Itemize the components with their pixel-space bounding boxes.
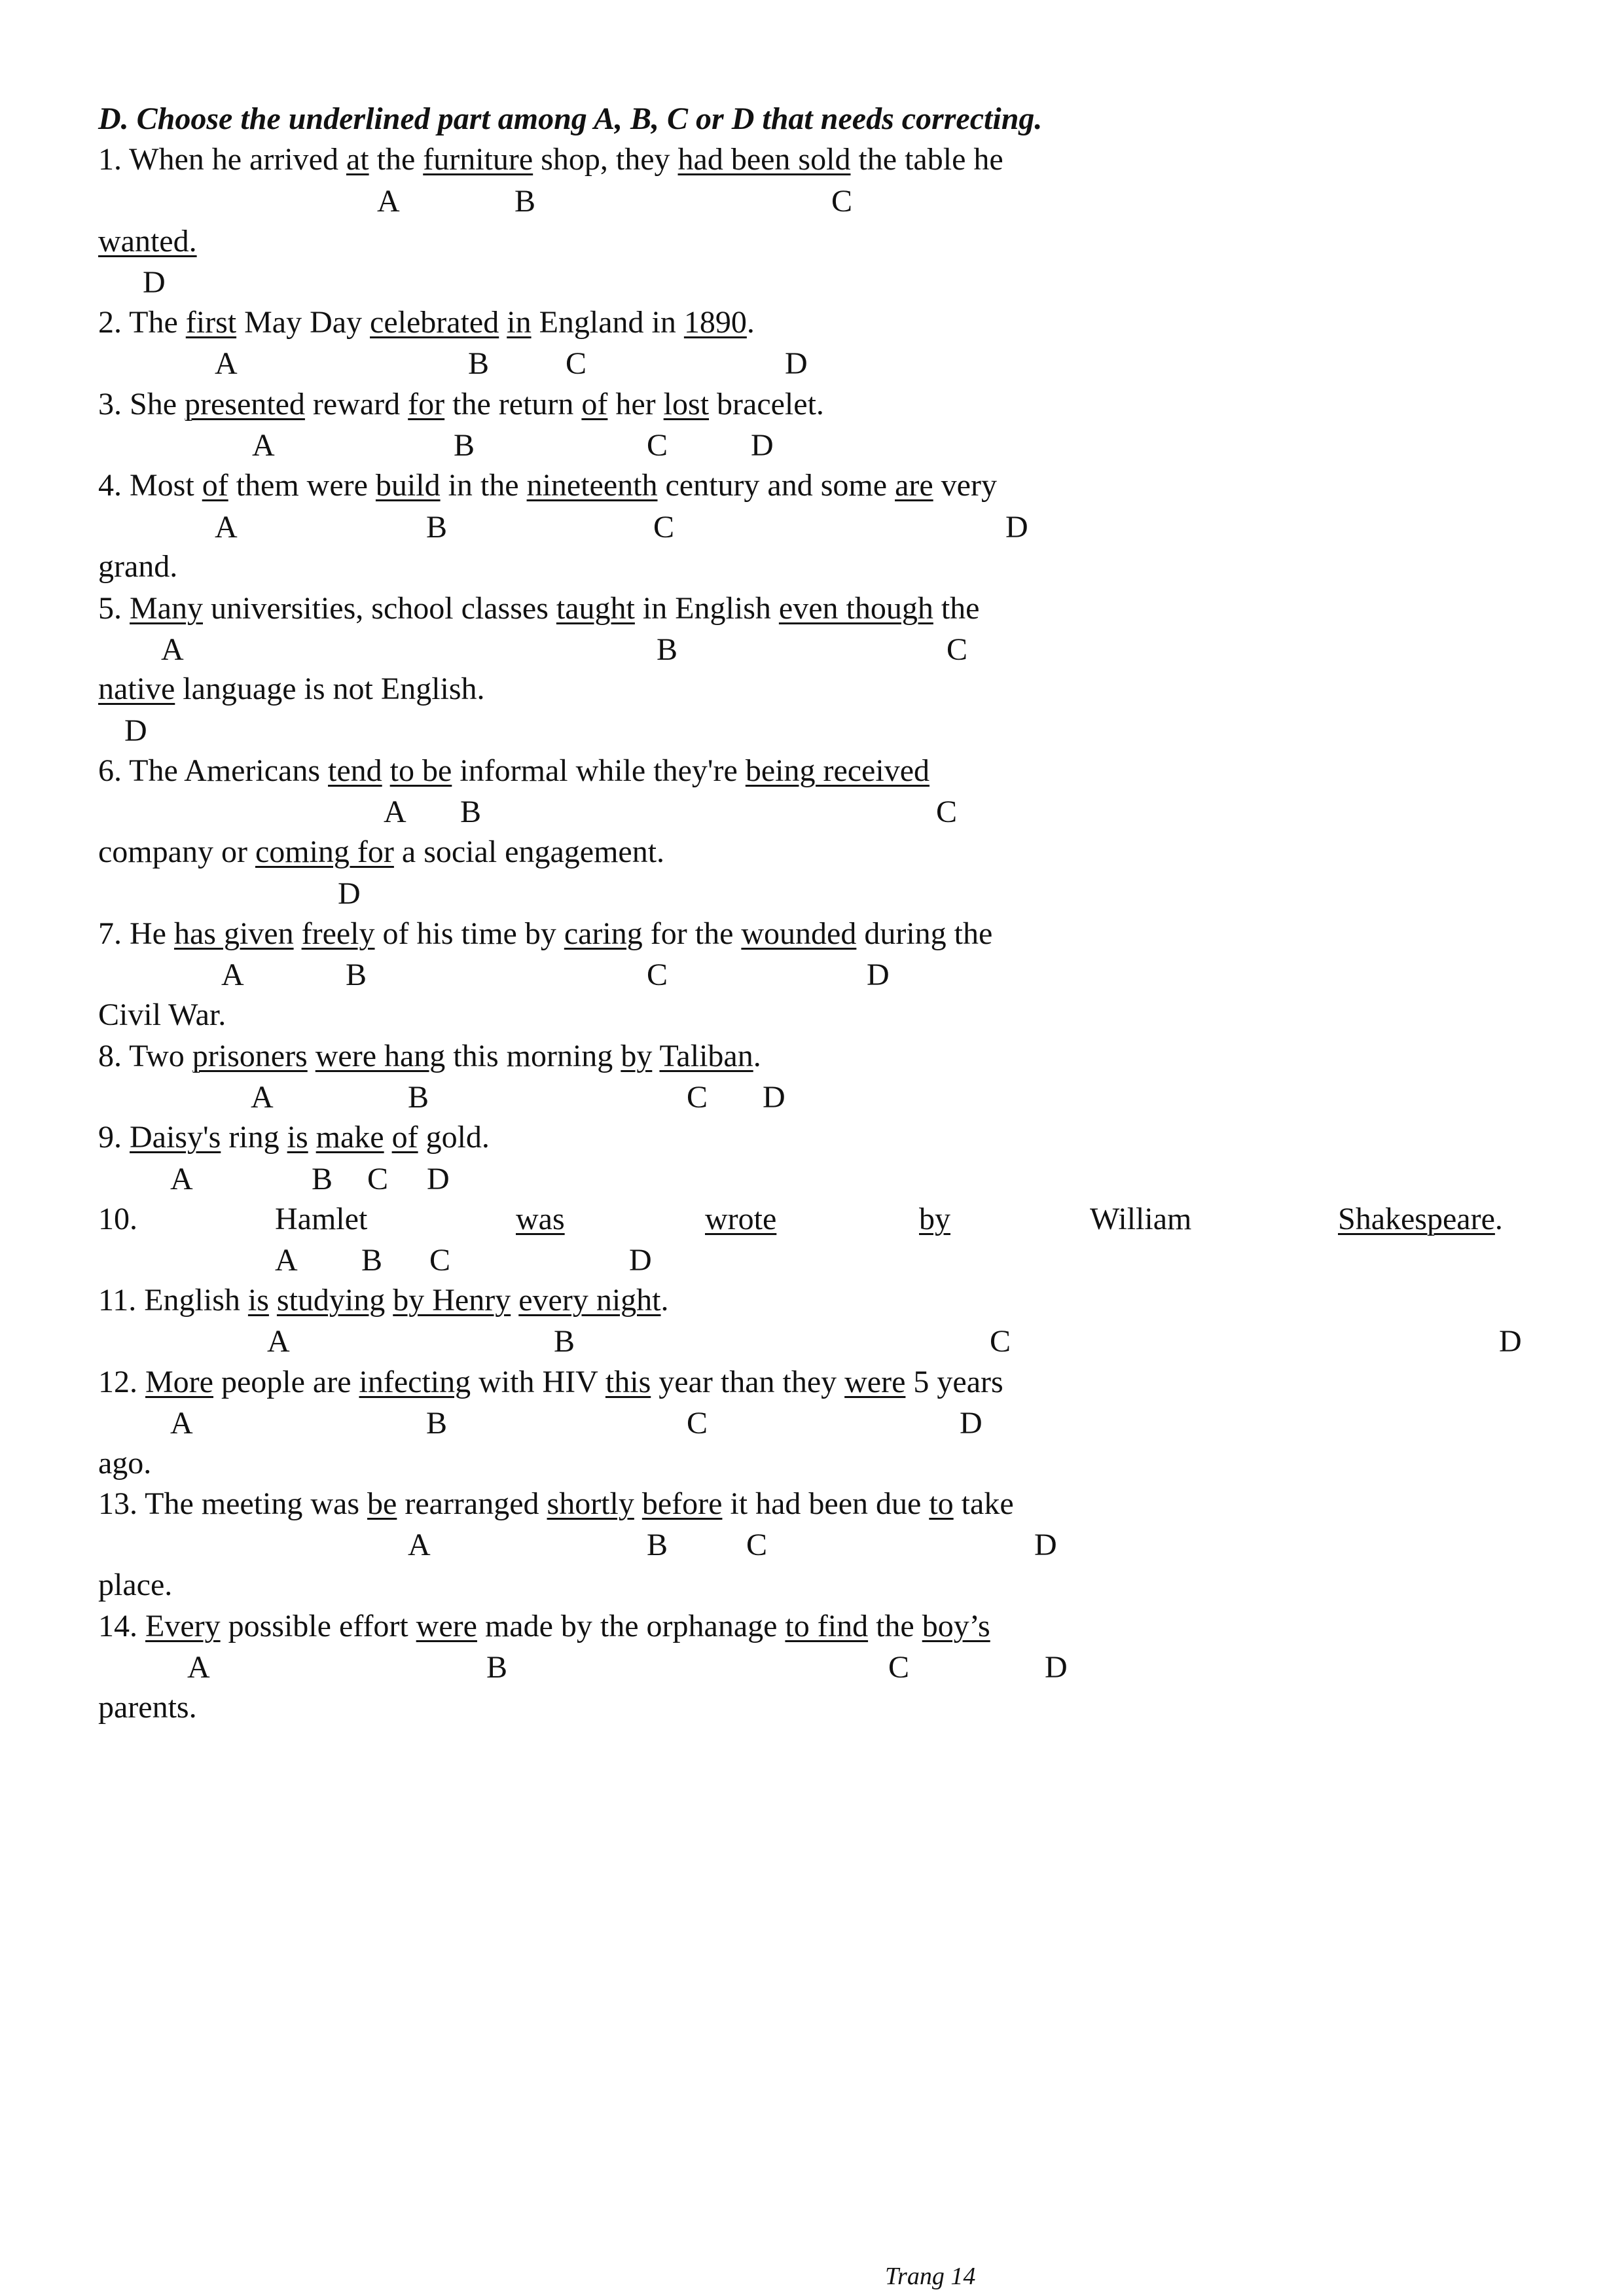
option-b-text: build bbox=[375, 468, 441, 503]
question-text: 12. bbox=[98, 1365, 145, 1399]
option-d-text: Shakespeare bbox=[1338, 1202, 1495, 1236]
question-2 bbox=[98, 304, 755, 341]
option-d-text: coming for bbox=[255, 834, 394, 869]
option-b-label: B bbox=[346, 958, 367, 992]
question-9 bbox=[98, 1119, 490, 1156]
question-text: 9. bbox=[98, 1120, 130, 1155]
question-text: . bbox=[660, 1283, 669, 1318]
option-a-text: of bbox=[202, 468, 228, 503]
option-a-label: A bbox=[377, 184, 400, 219]
question-text: 8. Two bbox=[98, 1039, 192, 1073]
question-text: universities, school classes bbox=[202, 591, 556, 626]
question-text: shop, they bbox=[533, 142, 678, 177]
question-text: century and some bbox=[657, 468, 895, 503]
question-10-number: 10. bbox=[98, 1202, 137, 1236]
question-text: . bbox=[753, 1039, 761, 1073]
question-text: for the bbox=[642, 916, 742, 951]
option-b-label: B bbox=[460, 795, 482, 829]
option-b-text: freely bbox=[301, 916, 375, 951]
question-text: her bbox=[607, 387, 664, 422]
option-b-text: studying bbox=[276, 1283, 386, 1318]
question-text: made by the orphanage bbox=[477, 1609, 785, 1643]
question-text: William bbox=[1090, 1202, 1192, 1236]
option-d-text: of bbox=[391, 1120, 418, 1155]
option-d-text: wounded bbox=[741, 916, 857, 951]
option-c-text: make bbox=[316, 1120, 384, 1155]
question-6-continued bbox=[98, 834, 664, 870]
option-d-text: lost bbox=[663, 387, 710, 422]
option-d-text: boy’s bbox=[922, 1609, 990, 1643]
option-a-label: A bbox=[170, 1406, 193, 1441]
question-text: very bbox=[933, 468, 997, 503]
question-text: year than they bbox=[651, 1365, 845, 1399]
option-a-text: has given bbox=[173, 916, 294, 951]
option-d-label: D bbox=[1034, 1528, 1057, 1562]
question-text: take bbox=[953, 1486, 1014, 1521]
question-text: it had been due bbox=[722, 1486, 929, 1521]
option-b-text: for bbox=[408, 387, 445, 422]
question-text: company or bbox=[98, 834, 255, 869]
question-text: of his time by bbox=[374, 916, 564, 951]
option-b-text: infecting bbox=[359, 1365, 471, 1399]
question-text: a social engagement. bbox=[393, 834, 665, 869]
question-text bbox=[634, 1486, 642, 1521]
question-text: possible effort bbox=[220, 1609, 416, 1643]
option-d-label: D bbox=[960, 1406, 983, 1441]
option-b-text: taught bbox=[556, 591, 635, 626]
option-c-label: C bbox=[367, 1162, 389, 1196]
question-text: language is not English. bbox=[175, 672, 485, 706]
question-text: the bbox=[933, 591, 980, 626]
option-c-text: before bbox=[641, 1486, 723, 1521]
question-text: in the bbox=[440, 468, 527, 503]
option-b-label: B bbox=[361, 1243, 383, 1278]
option-c-label: C bbox=[687, 1080, 708, 1115]
question-text bbox=[384, 1120, 392, 1155]
option-d-text: every night bbox=[518, 1283, 661, 1318]
question-text: 3. She bbox=[98, 387, 185, 422]
option-a-label: A bbox=[408, 1528, 431, 1562]
option-c-label: C bbox=[936, 795, 958, 829]
question-4-continued: grand. bbox=[98, 549, 178, 584]
question-text bbox=[382, 753, 390, 788]
question-text bbox=[511, 1283, 518, 1318]
option-a-text: was bbox=[516, 1202, 565, 1236]
section-heading: D. Choose the underlined part among A, B, C or D that needs correcting. bbox=[98, 101, 1043, 136]
option-b-label: B bbox=[426, 1406, 448, 1441]
question-text: 4. Most bbox=[98, 468, 202, 503]
question-5 bbox=[98, 590, 979, 627]
question-5-continued bbox=[98, 671, 485, 708]
option-d-text: are bbox=[895, 468, 933, 503]
option-d-label: D bbox=[785, 346, 808, 381]
option-b-label: B bbox=[426, 510, 448, 545]
option-c-label: C bbox=[647, 428, 668, 463]
option-c-label: C bbox=[990, 1324, 1011, 1359]
option-b-label: B bbox=[647, 1528, 668, 1562]
question-text: them were bbox=[228, 468, 376, 503]
option-a-label: A bbox=[215, 510, 238, 545]
question-text: with HIV bbox=[471, 1365, 605, 1399]
option-d-label: D bbox=[751, 428, 774, 463]
question-8 bbox=[98, 1038, 761, 1075]
option-b-label: B bbox=[554, 1324, 575, 1359]
option-d-text: Taliban bbox=[659, 1039, 753, 1073]
option-a-label: A bbox=[251, 1080, 274, 1115]
option-c-text: caring bbox=[564, 916, 643, 951]
question-text: the bbox=[868, 1609, 922, 1643]
option-c-text: by bbox=[919, 1202, 950, 1236]
option-b-label: B bbox=[486, 1650, 508, 1685]
option-d-label: D bbox=[143, 265, 166, 300]
option-a-text: is bbox=[247, 1283, 269, 1318]
question-14-continued: parents. bbox=[98, 1690, 197, 1725]
question-13 bbox=[98, 1486, 1014, 1522]
option-d-label: D bbox=[427, 1162, 450, 1196]
option-c-label: C bbox=[746, 1528, 768, 1562]
question-text: . bbox=[746, 305, 755, 340]
question-text: Hamlet bbox=[275, 1202, 368, 1236]
option-d-text: native bbox=[98, 672, 175, 706]
question-text: the return bbox=[444, 387, 582, 422]
question-text: during the bbox=[856, 916, 993, 951]
option-b-label: B bbox=[312, 1162, 333, 1196]
question-text: 6. The Americans bbox=[98, 753, 329, 788]
option-c-text: of bbox=[581, 387, 608, 422]
option-a-text: tend bbox=[328, 753, 382, 788]
option-a-text: at bbox=[346, 142, 369, 177]
question-6 bbox=[98, 753, 929, 789]
option-c-text: had been sold bbox=[677, 142, 851, 177]
question-text: the bbox=[369, 142, 424, 177]
option-b-text: is bbox=[287, 1120, 308, 1155]
option-b-text: furniture bbox=[423, 142, 533, 177]
question-text bbox=[499, 305, 507, 340]
question-text: 1. When he arrived bbox=[98, 142, 346, 177]
question-text: gold. bbox=[418, 1120, 490, 1155]
option-c-label: C bbox=[647, 958, 668, 992]
question-text: 5 years bbox=[905, 1365, 1003, 1399]
option-d-label: D bbox=[763, 1080, 785, 1115]
option-b-text: shortly bbox=[547, 1486, 634, 1521]
option-a-label: A bbox=[215, 346, 238, 381]
question-text: the table he bbox=[850, 142, 1003, 177]
option-a-label: A bbox=[384, 795, 406, 829]
question-text bbox=[308, 1039, 316, 1073]
option-c-text: to find bbox=[785, 1609, 869, 1643]
option-c-label: C bbox=[888, 1650, 910, 1685]
option-d-label: D bbox=[1499, 1324, 1522, 1359]
option-a-label: A bbox=[161, 632, 184, 667]
option-b-text: wrote bbox=[705, 1202, 777, 1236]
question-7-continued: Civil War. bbox=[98, 997, 226, 1032]
option-c-text: nineteenth bbox=[526, 468, 658, 503]
question-text: in English bbox=[634, 591, 779, 626]
question-12 bbox=[98, 1364, 1003, 1401]
question-text: rearranged bbox=[397, 1486, 547, 1521]
option-a-text: presented bbox=[185, 387, 305, 422]
option-b-label: B bbox=[514, 184, 536, 219]
option-d-label: D bbox=[1045, 1650, 1068, 1685]
option-d-text: to bbox=[929, 1486, 954, 1521]
option-a-text: be bbox=[367, 1486, 397, 1521]
question-text: 14. bbox=[98, 1609, 145, 1643]
option-d-label: D bbox=[338, 876, 361, 911]
option-c-label: C bbox=[687, 1406, 708, 1441]
question-text bbox=[652, 1039, 659, 1073]
option-c-text: by Henry bbox=[393, 1283, 511, 1318]
option-a-label: A bbox=[252, 428, 275, 463]
option-b-text: to be bbox=[389, 753, 452, 788]
option-c-text: by bbox=[621, 1039, 653, 1073]
option-a-label: A bbox=[275, 1243, 298, 1278]
question-3 bbox=[98, 386, 824, 423]
question-text bbox=[269, 1283, 277, 1318]
question-text: . bbox=[1494, 1202, 1503, 1236]
option-c-label: C bbox=[653, 510, 675, 545]
option-b-label: B bbox=[657, 632, 678, 667]
option-a-label: A bbox=[267, 1324, 290, 1359]
question-14 bbox=[98, 1608, 990, 1645]
question-text: 11. English bbox=[98, 1283, 248, 1318]
question-1-continued bbox=[98, 223, 197, 260]
option-a-text: Every bbox=[145, 1609, 221, 1643]
option-c-label: C bbox=[429, 1243, 451, 1278]
question-13-continued: place. bbox=[98, 1568, 173, 1602]
option-c-text: in bbox=[507, 305, 532, 340]
option-b-label: B bbox=[408, 1080, 429, 1115]
option-b-label: B bbox=[454, 428, 475, 463]
question-text: bracelet. bbox=[709, 387, 824, 422]
option-d-label: D bbox=[629, 1243, 652, 1278]
option-b-text: were bbox=[416, 1609, 477, 1643]
option-a-text: Daisy's bbox=[130, 1120, 221, 1155]
option-c-text: even though bbox=[778, 591, 933, 626]
question-10-end bbox=[1338, 1201, 1503, 1238]
option-a-text: prisoners bbox=[192, 1039, 308, 1073]
option-c-text: this bbox=[605, 1365, 651, 1399]
question-text: people are bbox=[213, 1365, 359, 1399]
option-a-text: first bbox=[185, 305, 237, 340]
question-7 bbox=[98, 916, 992, 952]
option-d-label: D bbox=[124, 713, 147, 748]
question-text: May Day bbox=[236, 305, 370, 340]
question-text: this morning bbox=[445, 1039, 621, 1073]
question-text: 13. The meeting was bbox=[98, 1486, 368, 1521]
question-text: ring bbox=[221, 1120, 287, 1155]
option-c-text: being received bbox=[745, 753, 929, 788]
page-footer: Trang 14 bbox=[885, 2263, 976, 2290]
question-4 bbox=[98, 467, 997, 504]
question-text: reward bbox=[304, 387, 408, 422]
option-c-label: C bbox=[566, 346, 587, 381]
question-1 bbox=[98, 141, 1003, 178]
question-text: informal while they're bbox=[452, 753, 746, 788]
option-a-label: A bbox=[187, 1650, 210, 1685]
question-text: 2. The bbox=[98, 305, 186, 340]
question-text: 7. He bbox=[98, 916, 174, 951]
option-b-text: were hang bbox=[315, 1039, 446, 1073]
question-text: England in bbox=[531, 305, 684, 340]
question-text bbox=[308, 1120, 316, 1155]
option-a-text: More bbox=[145, 1365, 213, 1399]
option-d-label: D bbox=[1005, 510, 1028, 545]
option-c-label: C bbox=[831, 184, 853, 219]
question-12-continued: ago. bbox=[98, 1446, 152, 1480]
option-d-text: 1890 bbox=[683, 305, 747, 340]
question-text bbox=[294, 916, 302, 951]
option-d-label: D bbox=[867, 958, 890, 992]
option-d-text: wanted. bbox=[98, 224, 197, 259]
option-a-text: Many bbox=[130, 591, 203, 626]
option-d-text: were bbox=[844, 1365, 906, 1399]
option-c-label: C bbox=[947, 632, 968, 667]
option-b-label: B bbox=[468, 346, 490, 381]
question-text bbox=[385, 1283, 393, 1318]
question-text: 5. bbox=[98, 591, 130, 626]
option-a-label: A bbox=[170, 1162, 193, 1196]
option-b-text: celebrated bbox=[370, 305, 499, 340]
option-a-label: A bbox=[221, 958, 244, 992]
question-11 bbox=[98, 1282, 668, 1319]
